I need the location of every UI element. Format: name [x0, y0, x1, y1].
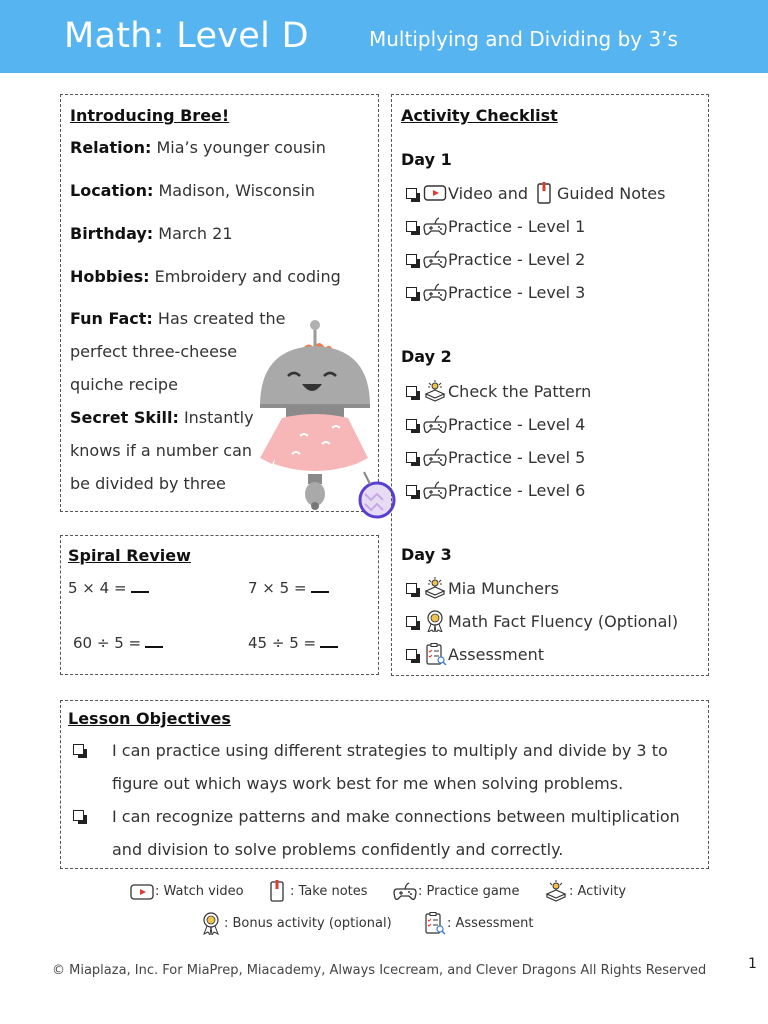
checklist-item[interactable]: Practice - Level 1: [406, 215, 585, 237]
notes-icon: [532, 182, 556, 204]
checklist-item[interactable]: Math Fact Fluency (Optional): [406, 610, 678, 632]
spiral-problem-2: 7 × 5 =: [248, 579, 329, 597]
activity-icon: [543, 879, 569, 903]
video-icon: [423, 182, 447, 204]
notes-icon: [264, 879, 290, 903]
checklist-item[interactable]: Practice - Level 6: [406, 479, 585, 501]
activity-icon: [423, 380, 447, 402]
funfact-line-3: quiche recipe: [70, 375, 178, 394]
game-controller-icon: [423, 479, 447, 501]
objective-checkbox[interactable]: [73, 744, 84, 755]
legend-bonus: : Bonus activity (optional): [198, 911, 392, 935]
objective-checkbox[interactable]: [73, 810, 84, 821]
objective-2-line-1: I can recognize patterns and make connections between multiplication: [112, 807, 680, 826]
checkbox[interactable]: [406, 386, 417, 397]
funfact-line-2: perfect three-cheese: [70, 342, 238, 361]
legend-game: : Practice game: [392, 879, 519, 903]
activity-icon: [423, 577, 447, 599]
checkbox[interactable]: [406, 649, 417, 660]
objective-1-line-1: I can practice using different strategies to multiply and divide by 3 to: [112, 741, 668, 760]
relation-line: Relation: Mia’s younger cousin: [70, 138, 326, 157]
checklist-item[interactable]: Practice - Level 4: [406, 413, 585, 435]
checkbox[interactable]: [406, 188, 417, 199]
secret-skill-line-3: be divided by three: [70, 474, 226, 493]
hobbies-line: Hobbies: Embroidery and coding: [70, 267, 341, 286]
checklist-item[interactable]: Video and Guided Notes: [406, 182, 665, 204]
game-controller-icon: [423, 446, 447, 468]
spiral-problem-3: 60 ÷ 5 =: [73, 634, 163, 652]
location-line: Location: Madison, Wisconsin: [70, 181, 316, 200]
checklist-item[interactable]: Practice - Level 3: [406, 281, 585, 303]
bree-robot-illustration: [252, 318, 398, 524]
checkbox[interactable]: [406, 452, 417, 463]
checkbox[interactable]: [406, 221, 417, 232]
checklist-item[interactable]: Check the Pattern: [406, 380, 591, 402]
checklist-item[interactable]: Practice - Level 2: [406, 248, 585, 270]
funfact-line: Fun Fact: Has created the: [70, 309, 286, 328]
activity-checklist-title: Activity Checklist: [401, 106, 558, 125]
assessment-icon: [423, 643, 447, 665]
secret-skill-line-2: knows if a number can: [70, 441, 253, 460]
checklist-item[interactable]: Assessment: [406, 643, 544, 665]
checkbox[interactable]: [406, 485, 417, 496]
game-controller-icon: [423, 248, 447, 270]
intro-title: Introducing Bree!: [70, 106, 230, 125]
assessment-icon: [421, 911, 447, 935]
page-subtitle: Multiplying and Dividing by 3’s: [369, 27, 678, 51]
checkbox[interactable]: [406, 254, 417, 265]
legend-activity: : Activity: [543, 879, 626, 903]
objective-2-line-2: and division to solve problems confidently and correctly.: [112, 840, 564, 859]
legend-notes: : Take notes: [264, 879, 368, 903]
spiral-problem-1: 5 × 4 =: [68, 579, 149, 597]
legend-video: : Watch video: [129, 879, 244, 903]
checkbox[interactable]: [406, 583, 417, 594]
game-controller-icon: [423, 413, 447, 435]
bonus-medal-icon: [198, 911, 224, 935]
spiral-review-title: Spiral Review: [68, 546, 191, 565]
spiral-problem-4: 45 ÷ 5 =: [248, 634, 338, 652]
header-banner: [0, 0, 768, 73]
checkbox[interactable]: [406, 287, 417, 298]
checklist-item[interactable]: Practice - Level 5: [406, 446, 585, 468]
legend-assessment: : Assessment: [421, 911, 534, 935]
day-1-label: Day 1: [401, 150, 452, 169]
objective-1-line-2: figure out which ways work best for me when solving problems.: [112, 774, 624, 793]
bonus-medal-icon: [423, 610, 447, 632]
game-controller-icon: [392, 879, 418, 903]
day-2-label: Day 2: [401, 347, 452, 366]
secret-skill-line: Secret Skill: Instantly: [70, 408, 254, 427]
game-controller-icon: [423, 281, 447, 303]
game-controller-icon: [423, 215, 447, 237]
day-3-label: Day 3: [401, 545, 452, 564]
page-number: 1: [748, 956, 757, 972]
checkbox[interactable]: [406, 419, 417, 430]
page-title: Math: Level D: [64, 16, 309, 56]
checklist-item[interactable]: Mia Munchers: [406, 577, 559, 599]
checkbox[interactable]: [406, 616, 417, 627]
birthday-line: Birthday: March 21: [70, 224, 233, 243]
video-icon: [129, 879, 155, 903]
copyright-footer: © Miaplaza, Inc. For MiaPrep, Miacademy, Always Icecream, and Clever Dragons All Rights Reserved: [52, 963, 707, 978]
lesson-objectives-title: Lesson Objectives: [68, 709, 231, 728]
